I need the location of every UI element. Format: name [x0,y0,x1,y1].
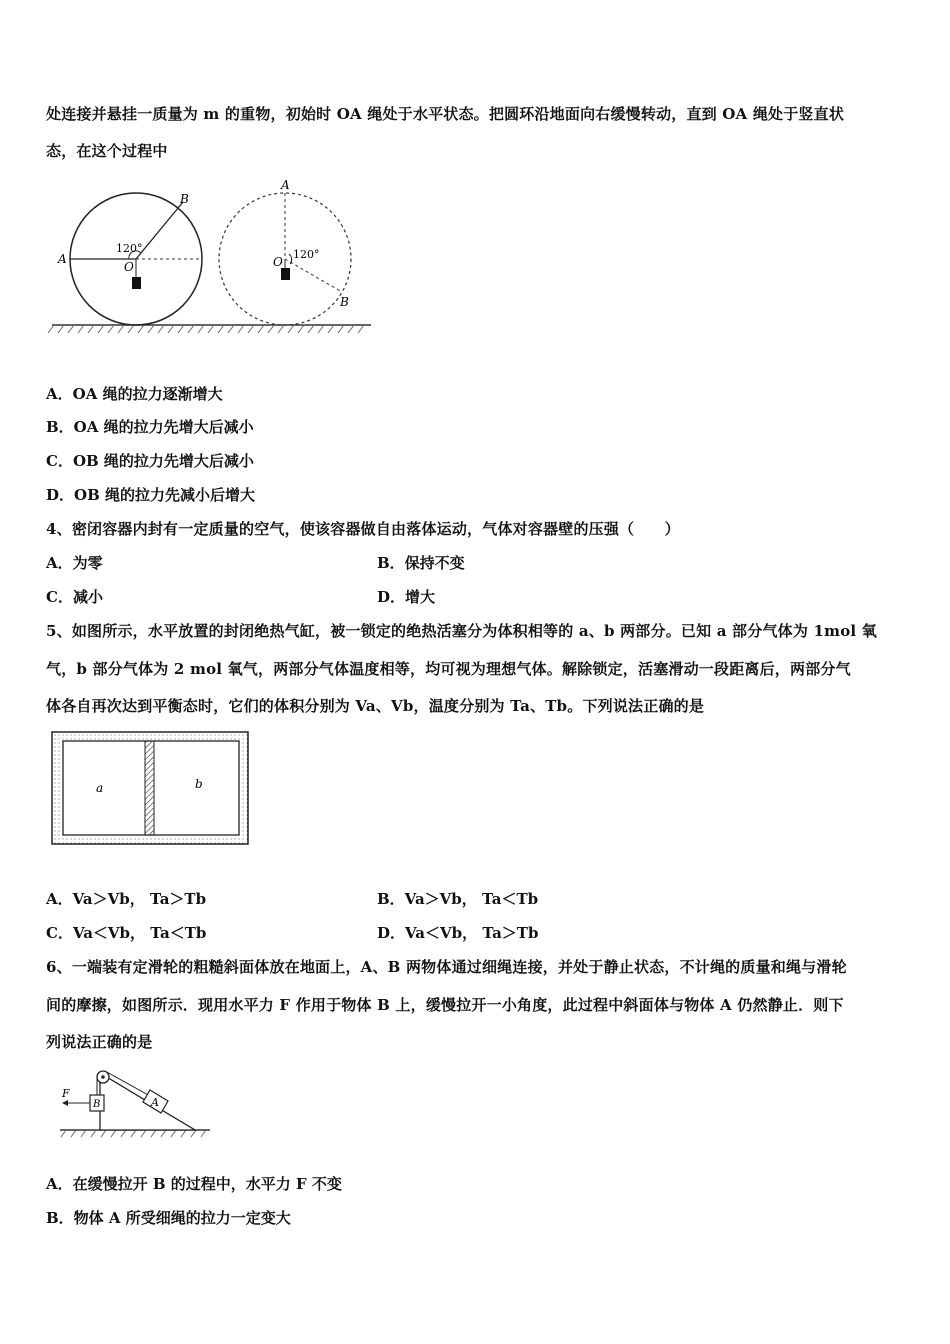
weight-2 [281,268,290,280]
label-A-1: A [58,252,67,266]
q5-stem-line-2: 气，b 部分气体为 2 mol 氧气，两部分气体温度相等，均可视为理想气体。解除锁定，活塞滑动一段距离后，两部分气 [46,660,851,678]
weight-1 [132,277,141,289]
label-F: F [62,1087,70,1100]
pulley-axle [101,1075,105,1079]
label-chamber-b: b [195,777,203,791]
q5-stem-line-3: 体各自再次达到平衡态时，它们的体积分别为 Va、Vb，温度分别为 Ta、Tb。下列说法正确的是 [46,697,705,715]
q5-stem-line-1: 5、如图所示，水平放置的封闭绝热气缸，被一锁定的绝热活塞分为体积相等的 a、b 两部分。已知 a 部分气体为 1mol 氧 [46,622,877,640]
label-B-1: B [180,192,189,206]
q3-option-c: C．OB 绳的拉力先增大后减小 [46,452,254,470]
q5-option-a: A．Va＞Vb， Ta＞Tb [46,890,207,908]
q6-stem-line-1: 6、一端装有定滑轮的粗糙斜面体放在地面上，A、B 两物体通过细绳连接，并处于静止状态，不计绳的质量和绳与滑轮 [46,958,847,976]
q5-option-c: C．Va＜Vb， Ta＜Tb [46,924,207,942]
q3-option-a: A．OA 绳的拉力逐渐增大 [46,385,223,403]
angle-label-1: 120° [116,242,143,255]
angle-label-2: 120° [293,248,320,261]
rope-OB-initial [136,202,183,259]
q4-option-b: B．保持不变 [377,554,465,572]
q3-stem-line-2: 态，在这个过程中 [46,142,168,160]
ground-hatch [48,325,364,333]
q5-option-d: D．Va＜Vb， Ta＞Tb [377,924,539,942]
label-chamber-a: a [96,781,104,795]
q3-figure-rings [46,172,376,342]
q6-figure-incline [50,1062,220,1144]
q3-stem-line-1: 处连接并悬挂一质量为 m 的重物，初始时 OA 绳处于水平状态。把圆环沿地面向右缓慢转动，直到 OA 绳处于竖直状 [46,105,845,123]
ground-hatch-q6 [61,1130,206,1137]
rope-OB-rotated [285,259,342,292]
q4-option-a: A．为零 [46,554,103,572]
label-A-2: A [281,178,290,192]
q5-figure-cylinder [50,730,252,848]
label-B-q6: B [93,1099,101,1110]
q4-option-c: C．减小 [46,588,103,606]
q6-stem-line-3: 列说法正确的是 [46,1033,153,1051]
label-O-2: O [273,255,283,269]
label-O-1: O [124,260,134,274]
piston [145,741,154,835]
q5-option-b: B．Va＞Vb， Ta＜Tb [377,890,539,908]
q3-option-b: B．OA 绳的拉力先增大后减小 [46,418,254,436]
force-F-arrowhead [62,1100,68,1106]
q6-stem-line-2: 间的摩擦，如图所示．现用水平力 F 作用于物体 B 上，缓慢拉开一小角度，此过程中斜面体与物体 A 仍然静止．则下 [46,996,844,1014]
q4-stem: 4、密闭容器内封有一定质量的空气，使该容器做自由落体运动，气体对容器壁的压强（ ） [46,520,680,538]
q6-option-b: B．物体 A 所受细绳的拉力一定变大 [46,1209,291,1227]
label-A-q6: A [151,1096,159,1109]
q4-option-d: D．增大 [377,588,436,606]
q6-option-a: A．在缓慢拉开 B 的过程中，水平力 F 不变 [46,1175,342,1193]
label-B-2: B [340,295,349,309]
q3-option-d: D．OB 绳的拉力先减小后增大 [46,486,255,504]
